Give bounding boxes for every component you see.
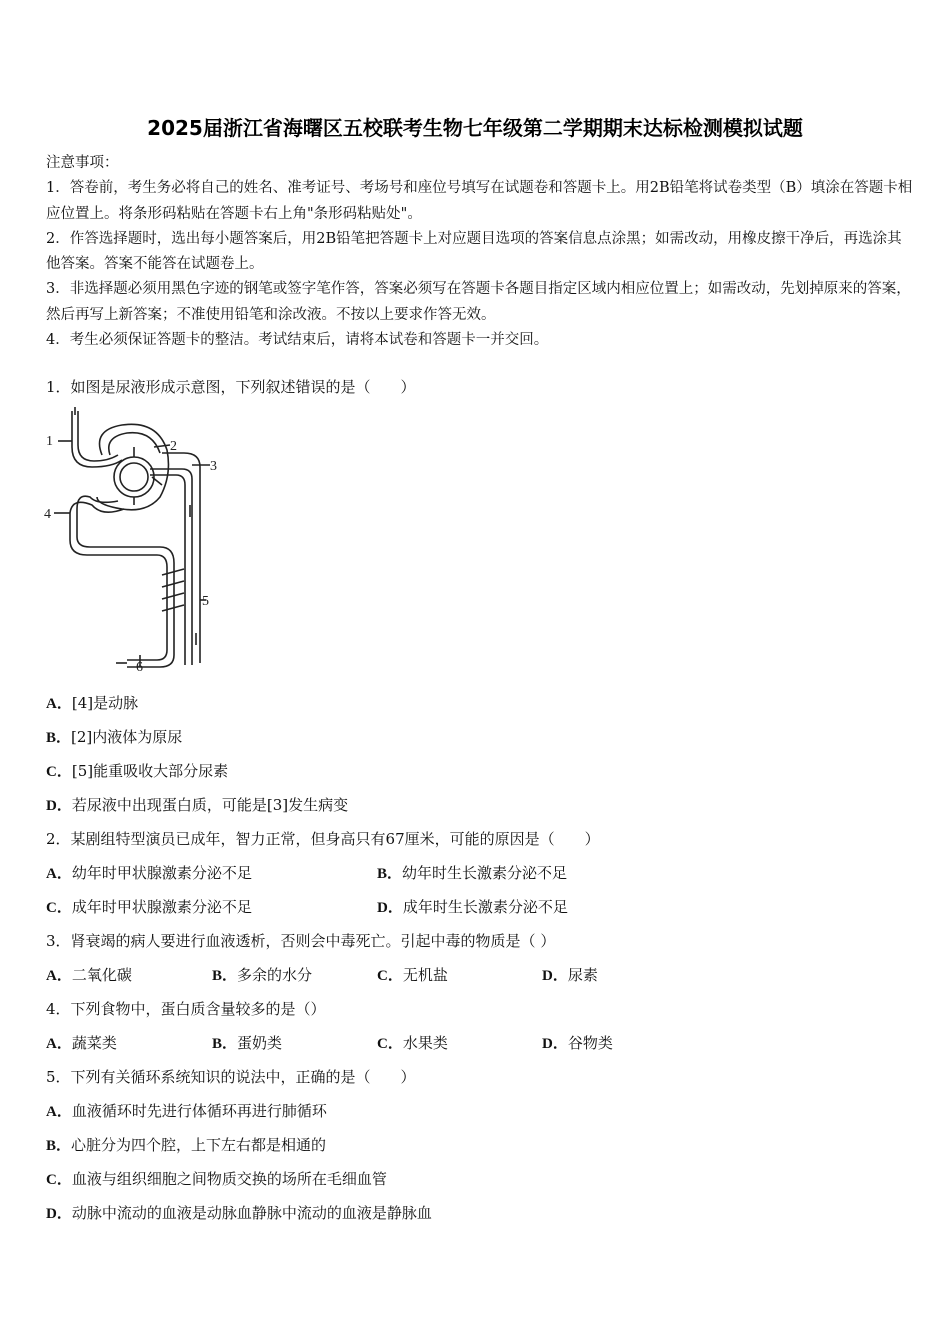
question-2-option-c[interactable]: C．成年时甲状腺激素分泌不足 [46,898,252,916]
notice-item: 1．答卷前，考生务必将自己的姓名、准考证号、考场号和座位号填写在试题卷和答题卡上。用2B铅笔将试卷类型（B）填涂在答题卡相应位置上。将条形码粘贴在答题卡右上角"条形码粘贴处"。 [46,180,913,222]
question-4-option-d[interactable]: D．谷物类 [542,1034,613,1052]
question-1-option-d[interactable]: D．若尿液中出现蛋白质，可能是[3]发生病变 [46,796,349,814]
question-4-option-b[interactable]: B．蛋奶类 [212,1034,283,1052]
question-2-option-a[interactable]: A．幼年时甲状腺激素分泌不足 [46,864,252,882]
question-4-option-c[interactable]: C．水果类 [377,1034,448,1052]
figure-label-5: 5 [202,594,209,609]
question-1-stem: 1．如图是尿液形成示意图，下列叙述错误的是（ ） [46,378,416,396]
question-5-option-d[interactable]: D．动脉中流动的血液是动脉血静脉中流动的血液是静脉血 [46,1204,432,1222]
question-3-option-b[interactable]: B．多余的水分 [212,966,313,984]
question-2-stem: 2．某剧组特型演员已成年，智力正常，但身高只有67厘米，可能的原因是（ ） [46,830,600,848]
question-4-option-a[interactable]: A．蔬菜类 [46,1034,117,1052]
question-2-option-b[interactable]: B．幼年时生长激素分泌不足 [377,864,568,882]
notice-item: 4．考生必须保证答题卡的整洁。考试结束后，请将本试卷和答题卡一并交回。 [46,332,549,349]
question-3-stem: 3．肾衰竭的病人要进行血液透析，否则会中毒死亡。引起中毒的物质是（ ） [46,932,556,950]
question-2-option-d[interactable]: D．成年时生长激素分泌不足 [377,898,568,916]
notice-item: 3．非选择题必须用黑色字迹的钢笔或签字笔作答，答案必须写在答题卡各题目指定区域内相应位置上；如需改动，先划掉原来的答案，然后再写上新答案；不准使用铅笔和涂改液。不按以上要求作答无效。 [46,281,911,323]
question-1-option-c[interactable]: C．[5]能重吸收大部分尿素 [46,762,229,780]
notice-section [46,151,916,353]
question-3-option-d[interactable]: D．尿素 [542,966,598,984]
urine-formation-diagram [42,405,227,675]
question-3-option-a[interactable]: A．二氧化碳 [46,966,132,984]
notice-item: 2．作答选择题时，选出每小题答案后，用2B铅笔把答题卡上对应题目选项的答案信息点涂黑；如需改动，用橡皮擦干净后，再选涂其他答案。答案不能答在试题卷上。 [46,230,902,273]
question-1-option-b[interactable]: B．[2]内液体为原尿 [46,728,183,746]
question-1-option-a[interactable]: A．[4]是动脉 [46,694,139,712]
question-5-option-b[interactable]: B．心脏分为四个腔，上下左右都是相通的 [46,1136,327,1154]
document-title: 2025届浙江省海曙区五校联考生物七年级第二学期期末达标检测模拟试题 [147,116,803,140]
question-5-option-a[interactable]: A．血液循环时先进行体循环再进行肺循环 [46,1102,327,1120]
figure-label-4: 4 [44,507,51,522]
question-5-stem: 5．下列有关循环系统知识的说法中，正确的是（ ） [46,1068,416,1086]
question-3-option-c[interactable]: C．无机盐 [377,966,448,984]
question-5-option-c[interactable]: C．血液与组织细胞之间物质交换的场所在毛细血管 [46,1170,387,1188]
figure-label-1: 1 [46,434,53,449]
figure-label-3: 3 [210,459,217,474]
question-4-stem: 4．下列食物中，蛋白质含量较多的是（） [46,1000,326,1018]
figure-label-2: 2 [170,439,177,454]
notice-heading: 注意事项： [46,155,119,171]
figure-label-6: 6 [136,660,143,675]
